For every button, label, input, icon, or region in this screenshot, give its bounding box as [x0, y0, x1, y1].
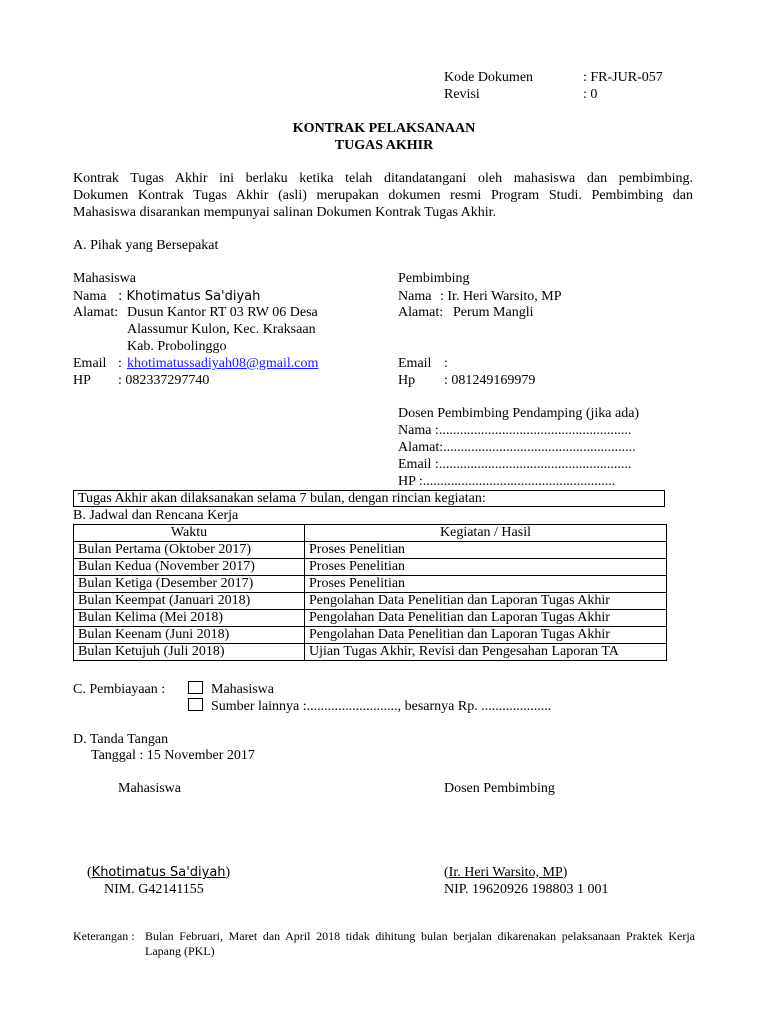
- signature-right-role: Dosen Pembimbing: [444, 781, 555, 796]
- schedule-cell-activity: Proses Penelitian: [305, 576, 667, 593]
- funding-option-mahasiswa-label: Mahasiswa: [211, 682, 274, 697]
- schedule-cell-time: Bulan Keempat (Januari 2018): [74, 593, 305, 610]
- table-row: [74, 644, 667, 661]
- signature-left-id: NIM. G42141155: [104, 882, 204, 897]
- duration-note: Tugas Akhir akan dilaksanakan selama 7 bulan, dengan rincian kegiatan:: [73, 490, 665, 507]
- revision-label: Revisi: [444, 87, 480, 102]
- schedule-cell-activity: Ujian Tugas Akhir, Revisi dan Pengesahan Laporan TA: [305, 644, 667, 661]
- funding-option-other-label: Sumber lainnya :.........................., besarnya Rp. ....................: [211, 699, 552, 714]
- schedule-cell-time: Bulan Kelima (Mei 2018): [74, 610, 305, 627]
- mahasiswa-name-label: Nama: [73, 289, 107, 304]
- funding-option-mahasiswa[interactable]: [188, 681, 274, 698]
- funding-option-other[interactable]: [188, 698, 551, 715]
- schedule-cell-time: Bulan Ketujuh (Juli 2018): [74, 644, 305, 661]
- mahasiswa-address-label: Alamat:: [73, 305, 119, 320]
- paren-close: ): [225, 865, 231, 880]
- mahasiswa-email-sep: :: [118, 356, 122, 371]
- schedule-cell-activity: Proses Penelitian: [305, 542, 667, 559]
- pembimbing-phone-value: : 081249169979: [444, 373, 536, 388]
- signature-left-name: Khotimatus Sa'diyah: [91, 865, 226, 880]
- signature-right-id: NIP. 19620926 198803 1 001: [444, 882, 609, 897]
- schedule-cell-activity: Proses Penelitian: [305, 559, 667, 576]
- mahasiswa-email-link[interactable]: khotimatussadiyah08@gmail.com: [127, 356, 319, 371]
- table-row: [74, 559, 667, 576]
- mahasiswa-heading: Mahasiswa: [73, 271, 136, 286]
- schedule-cell-activity: Pengolahan Data Penelitian dan Laporan Tugas Akhir: [305, 610, 667, 627]
- table-row: [74, 576, 667, 593]
- mahasiswa-name-value: : Khotimatus Sa'diyah: [118, 289, 261, 304]
- pendamping-email-field: Email :.......................................................: [398, 457, 632, 472]
- checkbox-other-source[interactable]: [188, 698, 203, 711]
- schedule-cell-activity: Pengolahan Data Penelitian dan Laporan Tugas Akhir: [305, 593, 667, 610]
- document-title-line2: TUGAS AKHIR: [334, 138, 434, 153]
- intro-line-3: Mahasiswa disarankan mempunyai salinan Dokumen Kontrak Tugas Akhir.: [73, 205, 497, 220]
- pembimbing-name-label: Nama: [398, 289, 432, 304]
- footnote-label: Keterangan :: [73, 929, 135, 943]
- pendamping-name-field: Nama :.......................................................: [398, 423, 632, 438]
- pembimbing-address-value: Perum Mangli: [453, 305, 534, 320]
- document-title-line1: KONTRAK PELAKSANAAN: [292, 121, 476, 136]
- schedule-header-row: [74, 525, 667, 542]
- schedule-cell-time: Bulan Keenam (Juni 2018): [74, 627, 305, 644]
- mahasiswa-phone-value: : 082337297740: [118, 373, 210, 388]
- pendamping-address-field: Alamat:.......................................................: [398, 440, 636, 455]
- doc-code-label: Kode Dokumen: [444, 70, 534, 85]
- paren-open: (: [87, 865, 92, 880]
- table-row: [74, 542, 667, 559]
- intro-line-1: Kontrak Tugas Akhir ini berlaku ketika telah ditandatangani oleh mahasiswa dan pembimbing.: [73, 171, 693, 186]
- section-a-heading: A. Pihak yang Bersepakat: [73, 238, 219, 253]
- intro-paragraph: [73, 170, 693, 221]
- schedule-cell-time: Bulan Kedua (November 2017): [74, 559, 305, 576]
- mahasiswa-email-label: Email: [73, 356, 107, 371]
- paren-open: (: [444, 865, 449, 880]
- column-header-kegiatan: Kegiatan / Hasil: [305, 525, 667, 542]
- mahasiswa-address-line2: Alassumur Kulon, Kec. Kraksaan: [127, 322, 316, 337]
- table-row: [74, 610, 667, 627]
- footnote-text: Bulan Februari, Maret dan April 2018 tidak dihitung bulan berjalan dikarenakan pelaksanaan Praktek Kerja Lapang (PKL): [145, 929, 695, 958]
- table-row: [74, 627, 667, 644]
- signing-date: Tanggal : 15 November 2017: [91, 748, 255, 763]
- schedule-cell-activity: Pengolahan Data Penelitian dan Laporan Tugas Akhir: [305, 627, 667, 644]
- paren-close: ): [562, 865, 568, 880]
- intro-line-2: Dokumen Kontrak Tugas Akhir (asli) merupakan dokumen resmi Program Studi. Pembimbing dan: [73, 188, 693, 203]
- doc-code-value: : FR-JUR-057: [583, 70, 663, 85]
- section-d-heading: D. Tanda Tangan: [73, 732, 169, 747]
- schedule-cell-time: Bulan Ketiga (Desember 2017): [74, 576, 305, 593]
- revision-value: : 0: [583, 87, 598, 102]
- mahasiswa-address-line3: Kab. Probolinggo: [127, 339, 227, 354]
- pembimbing-heading: Pembimbing: [398, 271, 470, 286]
- section-b-heading: B. Jadwal dan Rencana Kerja: [73, 508, 239, 523]
- schedule-table: [73, 524, 667, 661]
- mahasiswa-phone-label: HP: [73, 373, 91, 388]
- pembimbing-email-label: Email: [398, 356, 432, 371]
- pendamping-phone-field: HP :.......................................................: [398, 474, 616, 489]
- pendamping-heading: Dosen Pembimbing Pendamping (jika ada): [398, 406, 640, 421]
- column-header-waktu: Waktu: [74, 525, 305, 542]
- section-c-heading: C. Pembiayaan :: [73, 682, 166, 697]
- table-row: [74, 593, 667, 610]
- pembimbing-address-label: Alamat:: [398, 305, 444, 320]
- schedule-cell-time: Bulan Pertama (Oktober 2017): [74, 542, 305, 559]
- pembimbing-name-value: : Ir. Heri Warsito, MP: [440, 289, 562, 304]
- mahasiswa-address-line1: Dusun Kantor RT 03 RW 06 Desa: [127, 305, 318, 320]
- signature-left-name-line: [87, 864, 230, 881]
- signature-left-role: Mahasiswa: [118, 781, 181, 796]
- pembimbing-phone-label: Hp: [398, 373, 416, 388]
- signature-right-name: Ir. Heri Warsito, MP: [448, 865, 563, 880]
- pembimbing-email-value: :: [444, 356, 448, 371]
- signature-right-name-line: [444, 864, 567, 881]
- checkbox-mahasiswa[interactable]: [188, 681, 203, 694]
